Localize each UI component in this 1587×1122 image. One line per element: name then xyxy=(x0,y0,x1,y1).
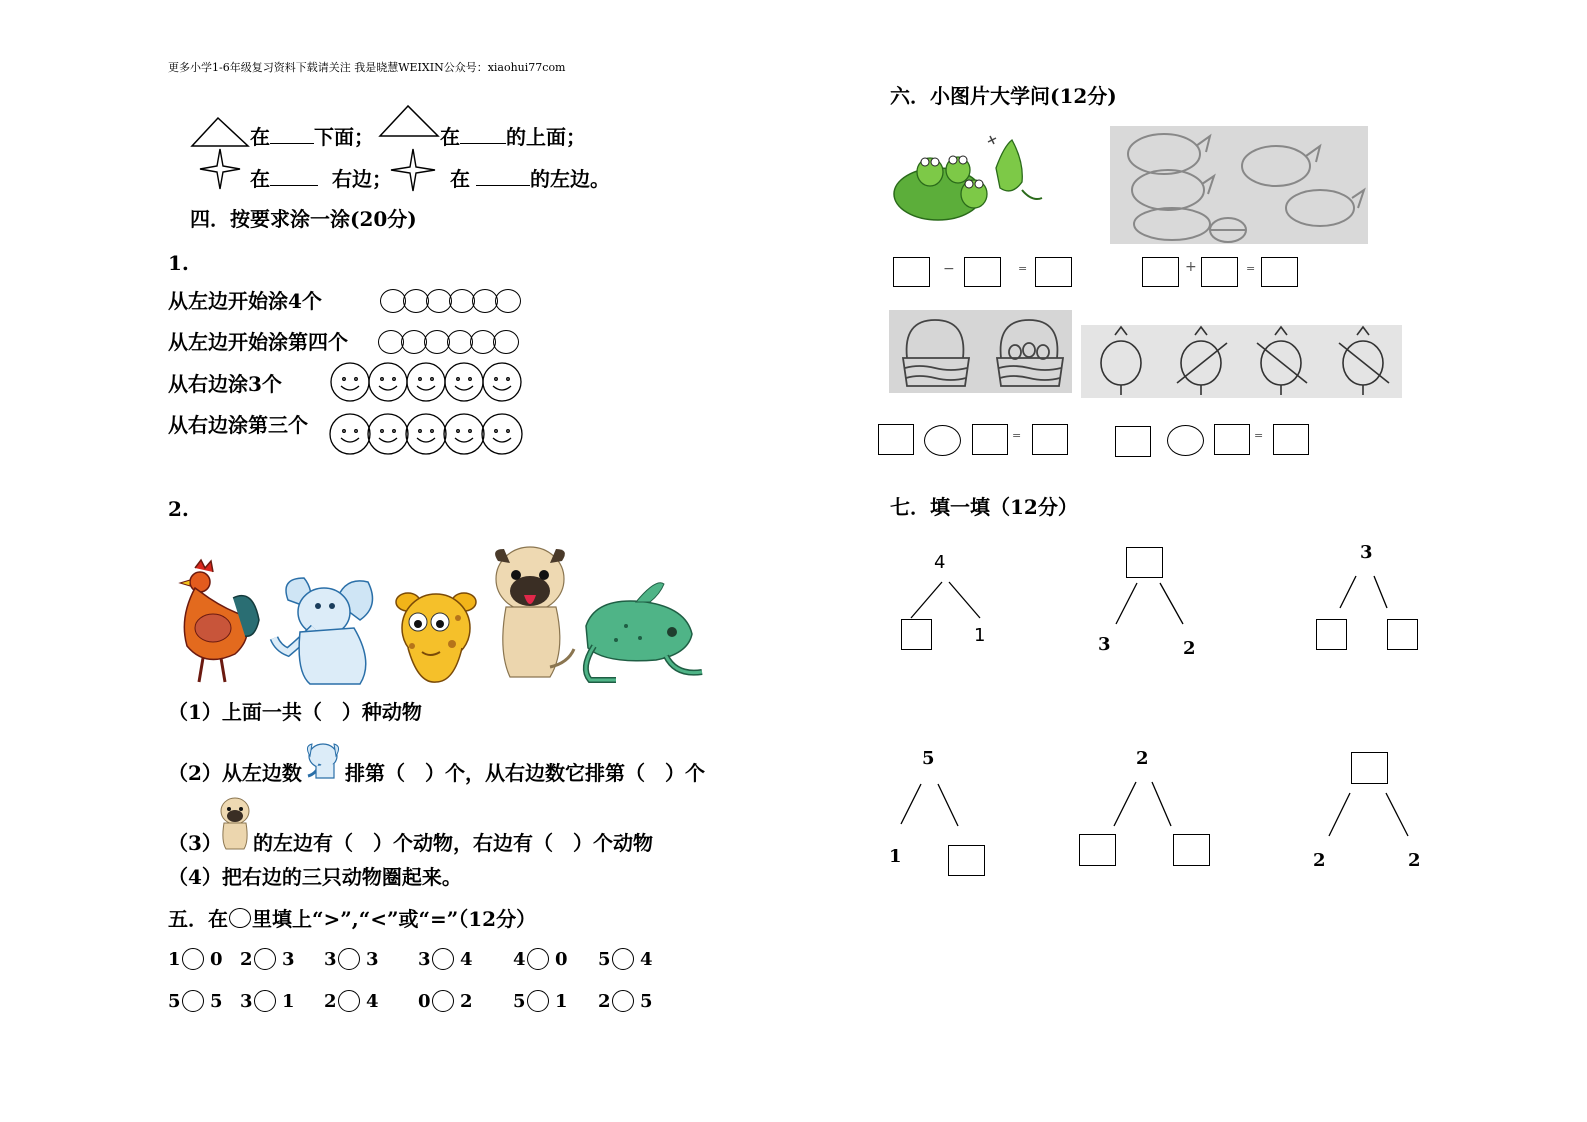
s4-row1-label: 从左边开始涂4个 xyxy=(168,289,322,313)
s4-p3a: （3） xyxy=(168,831,222,855)
compare-right-number: 0 xyxy=(555,949,568,970)
compare-left-number: 3 xyxy=(418,949,431,970)
compare-right-number: 4 xyxy=(366,991,379,1012)
s4-p1: （1）上面一共（ ）种动物 xyxy=(168,700,422,724)
compare-left-number: 3 xyxy=(324,949,337,970)
answer-box[interactable] xyxy=(1351,752,1388,784)
section4-title: 四．按要求涂一涂(20分) xyxy=(190,207,417,231)
bond4-top: 5 xyxy=(922,748,935,769)
bond6-left: 2 xyxy=(1313,850,1326,871)
equals-sign: = xyxy=(1012,429,1022,442)
compare-right-number: 5 xyxy=(210,991,223,1012)
compare-left-number: 2 xyxy=(598,991,611,1012)
section7-title: 七．填一填（12分） xyxy=(890,495,1078,519)
plus-sign: + xyxy=(1185,259,1197,275)
bond3-top: 3 xyxy=(1360,542,1373,563)
compare-left-number: 0 xyxy=(418,991,431,1012)
s4-p2a: （2）从左边数 xyxy=(168,761,302,785)
compare-left-number: 3 xyxy=(240,991,253,1012)
compare-right-number: 4 xyxy=(640,949,653,970)
compare-right-number: 2 xyxy=(460,991,473,1012)
equals-sign: = xyxy=(1018,262,1028,275)
compare-right-number: 4 xyxy=(460,949,473,970)
equals-sign: = xyxy=(1246,262,1256,275)
compare-right-number: 5 xyxy=(640,991,653,1012)
s3-r1-text2: 在 的上面； xyxy=(440,125,586,149)
compare-right-number: 1 xyxy=(282,991,295,1012)
page-header: 更多小学1-6年级复习资料下载请关注 我是晓慧WEIXIN公众号：xiaohui77com xyxy=(168,61,566,74)
answer-box[interactable] xyxy=(948,845,985,876)
bond2-right: 2 xyxy=(1183,638,1196,659)
bond4-left: 1 xyxy=(889,846,902,867)
answer-box[interactable] xyxy=(1173,834,1210,866)
compare-left-number: 2 xyxy=(240,949,253,970)
s4-p3b: 的左边有（ ）个动物，右边有（ ）个动物 xyxy=(253,831,653,855)
s4-q1-label: 1. xyxy=(168,251,189,275)
equals-sign: = xyxy=(1254,429,1264,442)
section5-title: 五．在 里填上“>”,“<”或“=”（12分） xyxy=(168,907,537,931)
s4-row4-label: 从右边涂第三个 xyxy=(168,413,308,437)
compare-left-number: 4 xyxy=(513,949,526,970)
bond2-left: 3 xyxy=(1098,634,1111,655)
bond1-top: 4 xyxy=(934,552,946,573)
section6-title: 六．小图片大学问(12分) xyxy=(890,84,1117,108)
bond1-right: 1 xyxy=(974,625,986,646)
compare-left-number: 2 xyxy=(324,991,337,1012)
compare-right-number: 1 xyxy=(555,991,568,1012)
answer-box[interactable] xyxy=(1126,547,1163,578)
s4-p2b: 排第（ ）个，从右边数它排第（ ）个 xyxy=(345,761,705,785)
answer-box[interactable] xyxy=(901,619,932,650)
s4-row3-label: 从右边涂3个 xyxy=(168,372,282,396)
s3-r1-text: 在 下面； xyxy=(250,125,374,149)
bond5-top: 2 xyxy=(1136,748,1149,769)
s4-p4: （4）把右边的三只动物圈起来。 xyxy=(168,865,462,889)
s3-r2-text2: 在 的左边。 xyxy=(450,167,610,191)
compare-right-number: 3 xyxy=(282,949,295,970)
s4-q2-label: 2. xyxy=(168,497,189,521)
answer-box[interactable] xyxy=(1316,619,1347,650)
answer-box[interactable] xyxy=(1079,834,1116,866)
compare-left-number: 5 xyxy=(168,991,181,1012)
compare-right-number: 0 xyxy=(210,949,223,970)
compare-right-number: 3 xyxy=(366,949,379,970)
s3-r2-text: 在 右边； xyxy=(250,167,392,191)
s4-row2-label: 从左边开始涂第四个 xyxy=(168,330,348,354)
answer-box[interactable] xyxy=(1387,619,1418,650)
compare-left-number: 5 xyxy=(513,991,526,1012)
compare-left-number: 5 xyxy=(598,949,611,970)
compare-left-number: 1 xyxy=(168,949,181,970)
minus-sign: − xyxy=(943,261,955,277)
bond6-right: 2 xyxy=(1408,850,1421,871)
